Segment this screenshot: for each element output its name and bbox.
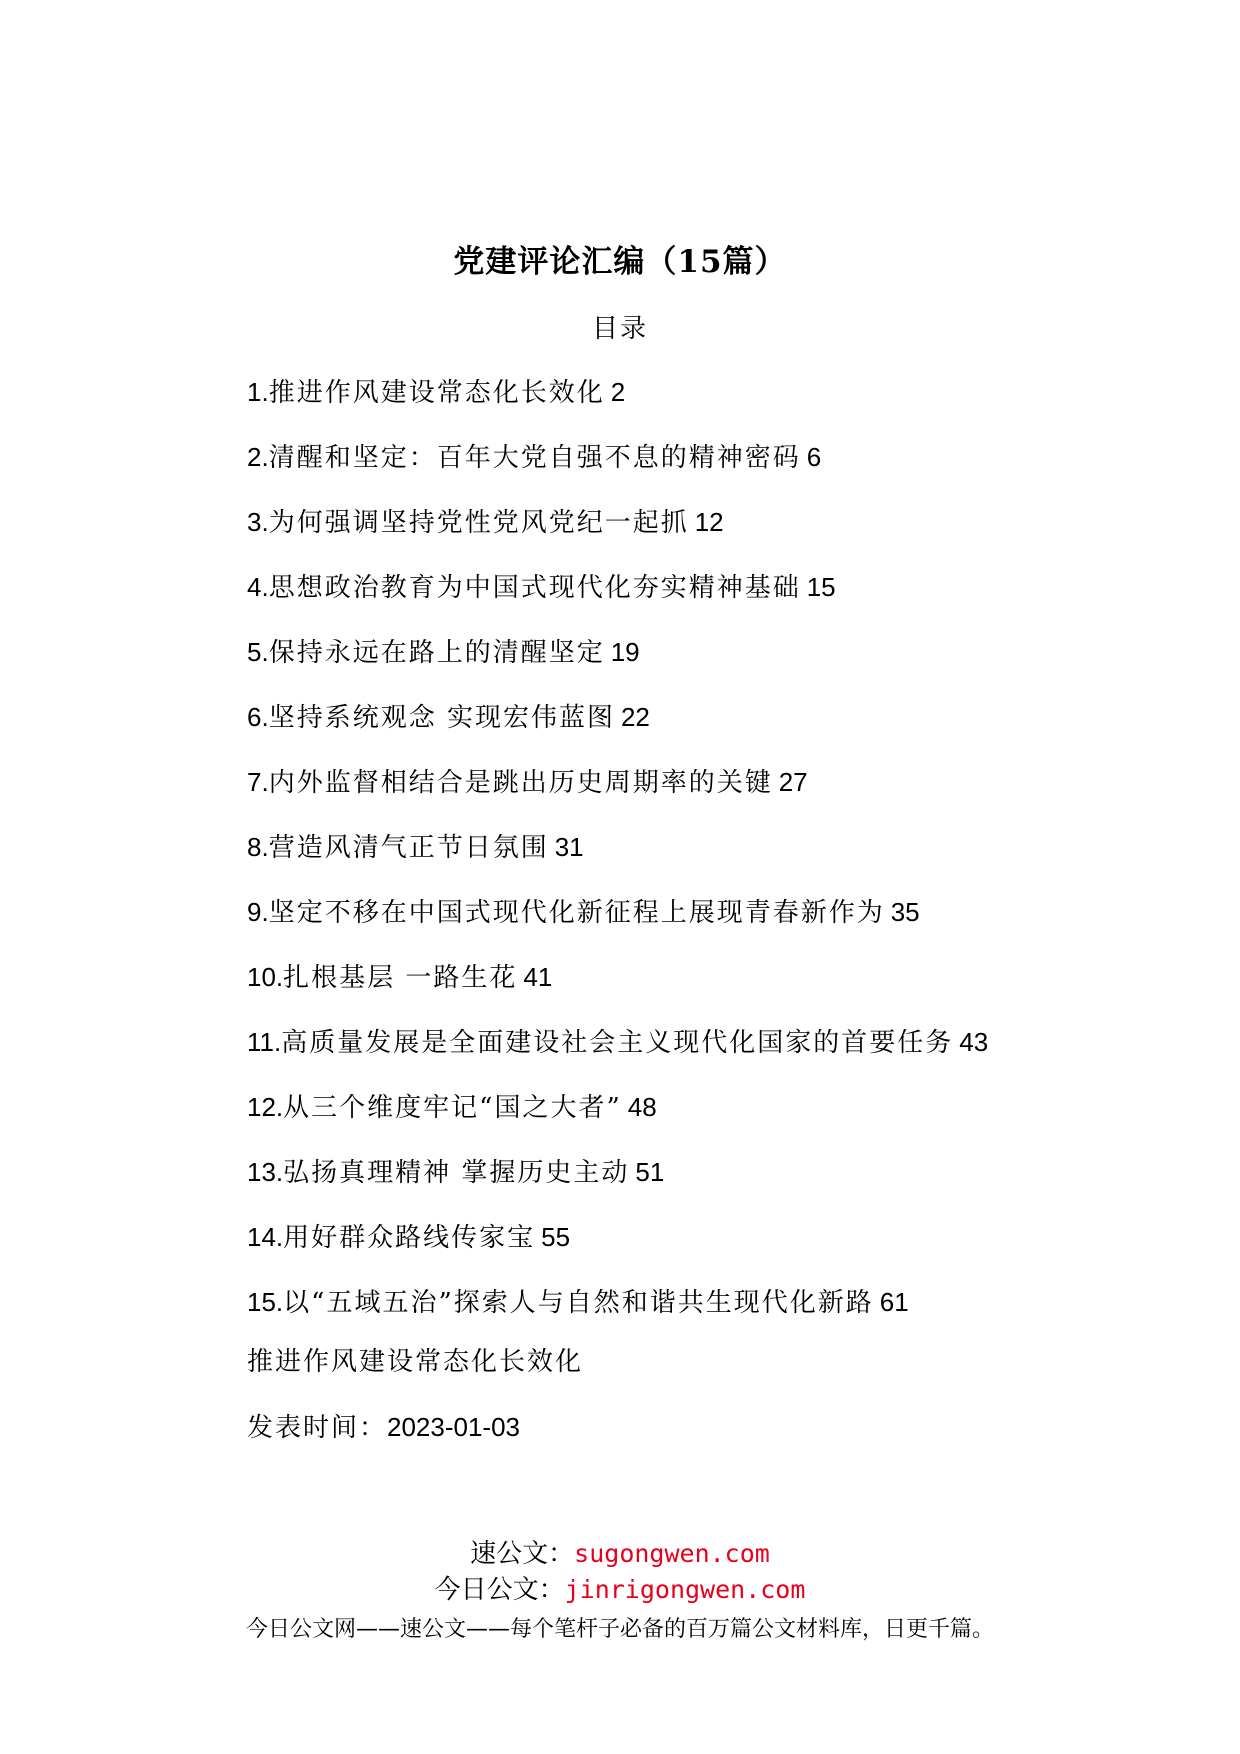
toc-item-page: 22 [620,702,650,732]
toc-item-number: 10. [247,962,284,992]
toc-item-page: 51 [635,1157,665,1187]
toc-item-5[interactable] [247,632,1147,697]
toc-item-page: 6 [806,442,822,472]
toc-item-number: 15. [247,1287,284,1317]
toc-item-page: 35 [890,897,920,927]
footer-line-sugongwen [0,1536,1240,1572]
toc-item-number: 5. [247,637,269,667]
toc-item-number: 9. [247,897,269,927]
footer-slogan: 今日公文网——速公文——每个笔杆子必备的百万篇公文材料库，日更千篇。 [245,1617,994,1642]
toc-item-4[interactable] [247,567,1147,632]
article-title: 推进作风建设常态化长效化 [247,1347,584,1377]
toc-item-page: 48 [627,1092,657,1122]
toc-item-page: 12 [694,507,724,537]
toc-item-title: 营造风清气正节日氛围 [268,833,549,863]
toc-item-page: 31 [554,832,584,862]
toc-item-title: 扎根基层 一路生花 [283,963,518,993]
toc-item-14[interactable] [247,1217,1147,1282]
toc-item-2[interactable] [247,437,1147,502]
toc-item-title: 以“五域五治”探索人与自然和谐共生现代化新路 [283,1288,874,1318]
toc-item-7[interactable] [247,762,1147,827]
footer-line-jinrigongwen [0,1572,1240,1608]
toc-item-number: 4. [247,572,269,602]
article-date [247,1407,583,1447]
toc-item-6[interactable] [247,697,1147,762]
footer-link-jinrigongwen[interactable]: jinrigongwen.com [564,1575,806,1604]
toc-item-page: 19 [610,637,640,667]
toc-item-10[interactable] [247,957,1147,1022]
toc-item-title: 内外监督相结合是跳出历史周期率的关键 [268,768,773,798]
footer-label: 今日公文： [434,1575,565,1605]
toc-item-3[interactable] [247,502,1147,567]
toc-item-title: 保持永远在路上的清醒坚定 [268,638,605,668]
toc-item-number: 2. [247,442,269,472]
article-date-value: 2023-01-03 [387,1412,521,1442]
toc-item-title: 推进作风建设常态化长效化 [268,378,605,408]
toc-item-title: 坚定不移在中国式现代化新征程上展现青春新作为 [268,898,885,928]
toc-item-title: 弘扬真理精神 掌握历史主动 [283,1158,630,1188]
toc-item-title: 为何强调坚持党性党风党纪一起抓 [268,508,689,538]
toc-heading: 目录 [591,314,648,344]
toc-item-page: 15 [806,572,836,602]
toc-item-number: 6. [247,702,269,732]
toc-item-page: 41 [523,962,553,992]
toc-item-8[interactable] [247,827,1147,892]
toc-item-page: 27 [778,767,808,797]
toc-item-1[interactable] [247,372,1147,437]
article-header [247,1342,583,1447]
toc-item-title: 坚持系统观念 实现宏伟蓝图 [268,703,615,733]
footer-label: 速公文： [470,1539,575,1569]
toc-item-page: 43 [959,1027,989,1057]
toc-item-title: 清醒和坚定：百年大党自强不息的精神密码 [268,443,801,473]
page-title: 党建评论汇编（15篇） [453,244,787,280]
toc-item-title: 用好群众路线传家宝 [283,1223,536,1253]
toc-item-title: 从三个维度牢记“国之大者” [283,1093,622,1123]
toc-item-page: 2 [610,377,626,407]
toc-item-title: 思想政治教育为中国式现代化夯实精神基础 [268,573,801,603]
toc-item-11[interactable] [247,1022,1147,1087]
toc-item-13[interactable] [247,1152,1147,1217]
toc-item-page: 61 [879,1287,909,1317]
toc-item-15[interactable] [247,1282,1147,1347]
toc-item-12[interactable] [247,1087,1147,1152]
toc-item-number: 3. [247,507,269,537]
toc-item-number: 13. [247,1157,284,1187]
footer [0,1536,1240,1646]
toc-item-number: 14. [247,1222,284,1252]
toc-item-number: 7. [247,767,269,797]
toc-item-number: 1. [247,377,269,407]
footer-link-sugongwen[interactable]: sugongwen.com [574,1539,770,1568]
article-date-label: 发表时间： [247,1413,388,1443]
toc-item-number: 8. [247,832,269,862]
toc-item-number: 12. [247,1092,284,1122]
toc-item-page: 55 [541,1222,571,1252]
toc-item-9[interactable] [247,892,1147,957]
toc-item-title: 高质量发展是全面建设社会主义现代化国家的首要任务 [281,1028,954,1058]
table-of-contents [247,372,1147,1347]
toc-item-number: 11. [247,1027,282,1057]
